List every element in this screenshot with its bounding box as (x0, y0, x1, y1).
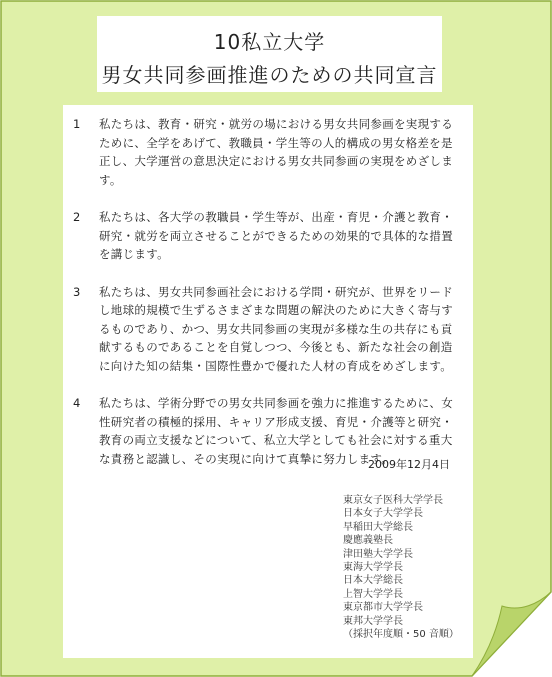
signer: 東京都市大学学長 (343, 602, 423, 614)
declaration-item (73, 283, 463, 376)
signer: 東京女子医科大学学長 (343, 495, 443, 506)
declaration-item (73, 208, 463, 264)
title-line-1: 10私立大学 (213, 30, 326, 54)
declaration-date: 2009年12月4日 (368, 458, 450, 471)
signer: 津田塾大学学長 (343, 548, 413, 560)
signer: 日本大学総長 (343, 575, 403, 587)
title-line-2: 男女共同参画推進のための共同宣言 (101, 63, 438, 87)
item-number: 2 (73, 210, 81, 224)
title-box (97, 16, 442, 92)
item-number: 3 (73, 284, 81, 299)
item-text: 私たちは、各大学の教職員・学生等が、出産・育児・介護と教育・研究・就労を両立させることができるための効果的で具体的な措置を講じます。 (99, 210, 453, 261)
item-number: 4 (73, 396, 81, 410)
declaration-item (73, 115, 463, 189)
item-text: 私たちは、教育・研究・就労の場における男女共同参画を実現するために、全学をあげて、教職員・学生等の人的構成の男女格差を是正し、大学運営の意思決定における男女共同参画の実現をめざします。 (99, 117, 453, 187)
declaration-items (73, 115, 463, 487)
item-number: 1 (73, 117, 81, 131)
signer: 東邦大学学長 (343, 615, 403, 627)
signer: 早稲田大学総長 (343, 521, 413, 533)
signer: 上智大学学長 (343, 588, 403, 600)
item-text: 私たちは、学術分野での男女共同参画を強力に推進するために、女性研究者の積極的採用、キャリア形成支援、育児・介護等と研究・教育の両立支援などについて、私立大学としても社会に対する重大な責務と認識し、その実現に向けて真摯に努力します。 (99, 396, 453, 466)
signer: 日本女子大学学長 (343, 508, 423, 520)
signer: 東海大学学長 (343, 562, 403, 574)
declaration-paper (63, 105, 473, 658)
signer-list (343, 494, 459, 641)
item-text: 私たちは、男女共同参画社会における学問・研究が、世界をリードし地球的規模で生ずるさまざまな問題の解決のために大きく寄与するものであり、かつ、男女共同参画の実現が多様な生の共存にも貢献するものであることを自覚しつつ、今後とも、新たな社会の創造に向けた知の結集・国際性豊かで優れた人材の育成をめざします。 (99, 284, 453, 373)
signer-order-note: （採択年度順・50 音順） (343, 629, 459, 641)
signer: 慶應義塾長 (343, 535, 393, 547)
